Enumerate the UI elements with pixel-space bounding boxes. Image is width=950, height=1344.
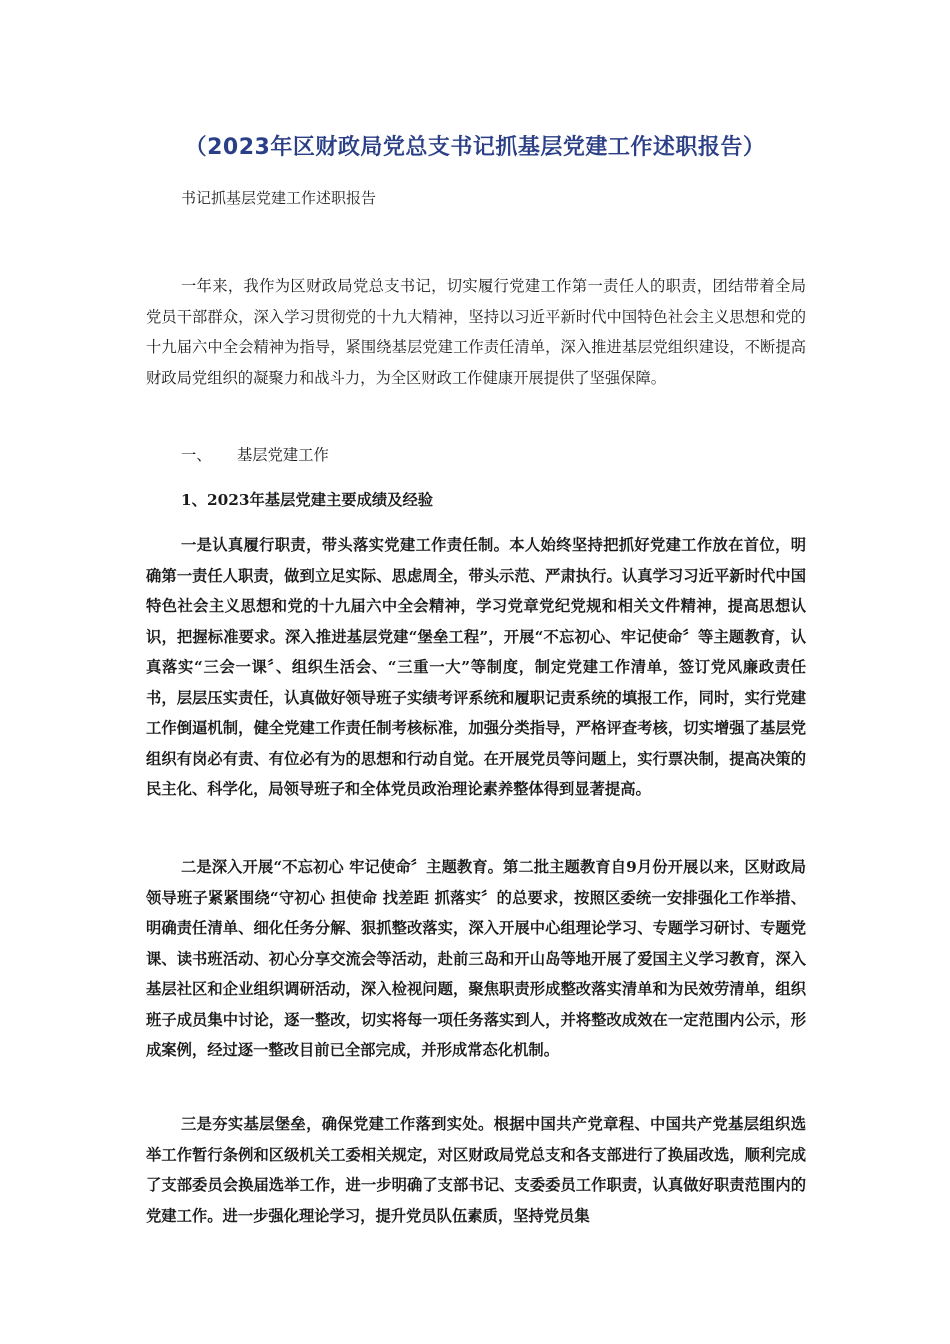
- paragraph-2: 二是深入开展“不忘初心 牢记使命〞主题教育。第二批主题教育自9月份开展以来，区财政局领导班子紧紧围绕“守初心 担使命 找差距 抓落实〞的总要求，按照区委统一安排强化工作举措、明确责任清单、细化任务分解、狠抓整改落实，深入开展中心组理论学习、专题学习研讨、专题党课、读书班活动、初心分享交流会等活动，赴前三岛和开山岛等地开展了爱国主义学习教育，深入基层社区和企业组织调研活动，深入检视问题，聚焦职责形成整改落实清单和为民效劳清单，组织班子成员集中讨论，逐一整改，切实将每一项任务落实到人，并将整改成效在一定范围内公示，形成案例，经过逐一整改目前已全部完成，并形成常态化机制。: [146, 858, 806, 1059]
- paragraph-1: 一是认真履行职责，带头落实党建工作责任制。本人始终坚持把抓好党建工作放在首位，明确第一责任人职责，做到立足实际、思虑周全，带头示范、严肃执行。认真学习习近平新时代中国特色社会主义思想和党的十九届六中全会精神，学习党章党纪党规和相关文件精神，提高思想认识，把握标准要求。深入推进基层党建“堡垒工程”，开展“不忘初心、牢记使命〞等主题教育，认真落实“三会一课〞、组织生活会、“三重一大”等制度，制定党建工作清单，签订党风廉政责任书，层层压实责任，认真做好领导班子实绩考评系统和履职记责系统的填报工作，同时，实行党建工作倒逼机制，健全党建工作责任制考核标准，加强分类指导，严格评查考核，切实增强了基层党组织有岗必有责、有位必有为的思想和行动自觉。在开展党员等问题上，实行票决制，提高决策的民主化、科学化，局领导班子和全体党员政治理论素养整体得到显著提高。: [146, 536, 806, 798]
- section-number: 一、: [181, 446, 212, 464]
- intro-paragraph: 一年来，我作为区财政局党总支书记，切实履行党建工作第一责任人的职责，团结带着全局党员干部群众，深入学习贯彻党的十九大精神，坚持以习近平新时代中国特色社会主义思想和党的十九届六中全会精神为指导，紧围绕基层党建工作责任清单，深入推进基层党组织建设，不断提高财政局党组织的凝聚力和战斗力，为全区财政工作健康开展提供了坚强保障。: [146, 277, 806, 387]
- document-title: （2023年区财政局党总支书记抓基层党建工作述职报告）: [184, 135, 766, 160]
- section-title: 基层党建工作: [237, 446, 329, 464]
- section-heading: [181, 440, 329, 471]
- subsection-heading: 1、2023年基层党建主要成绩及经验: [181, 491, 434, 509]
- document-subtitle: 书记抓基层党建工作述职报告: [181, 189, 377, 207]
- paragraph-3: 三是夯实基层堡垒，确保党建工作落到实处。根据中国共产党章程、中国共产党基层组织选举工作暂行条例和区级机关工委相关规定，对区财政局党总支和各支部进行了换届改选，顺利完成了支部委员会换届选举工作，进一步明确了支部书记、支委委员工作职责，认真做好职责范围内的党建工作。进一步强化理论学习，提升党员队伍素质，坚持党员集: [146, 1115, 806, 1225]
